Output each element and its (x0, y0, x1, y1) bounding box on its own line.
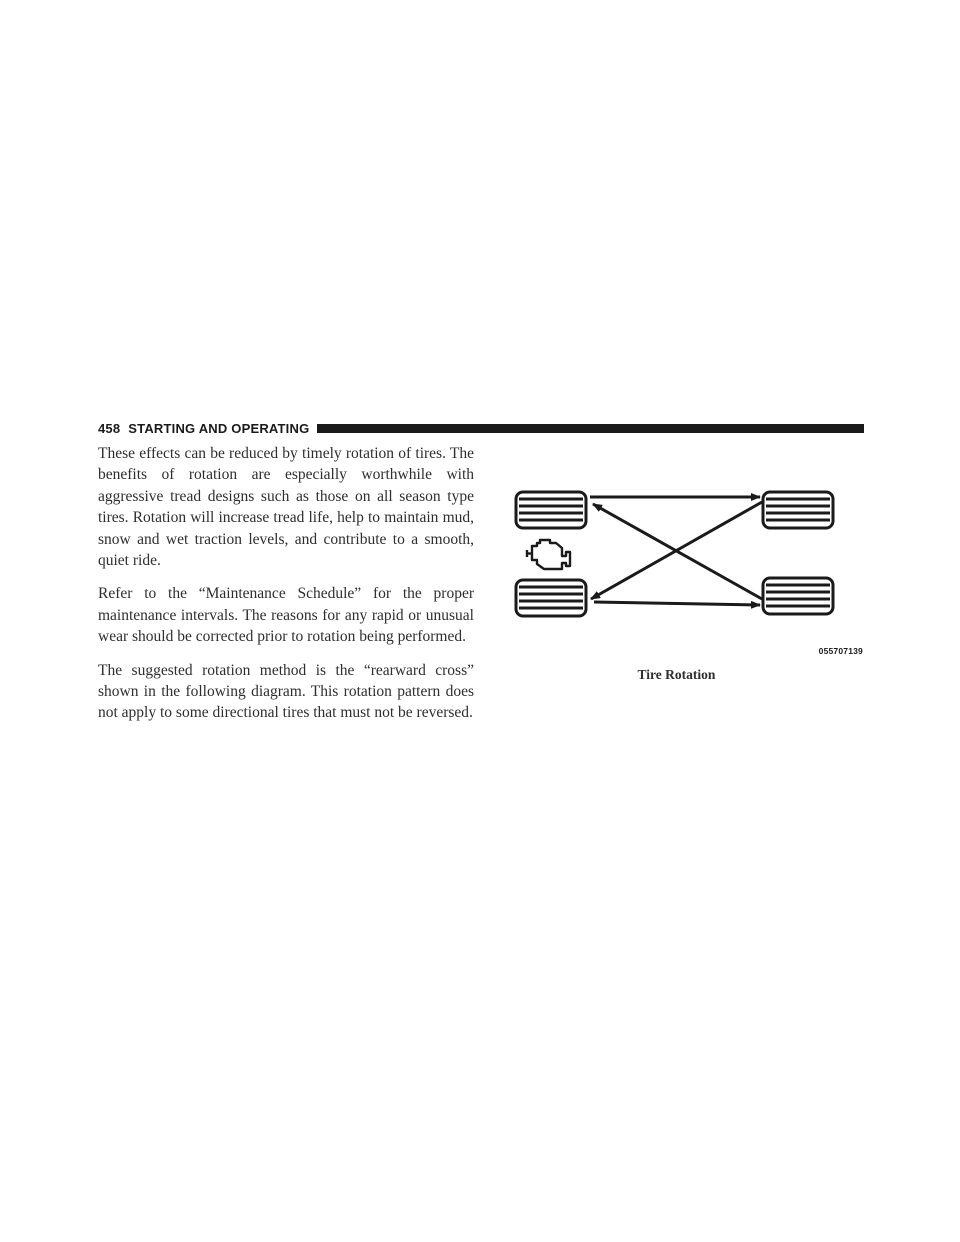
tire-rotation-figure (510, 478, 865, 688)
page-number: 458 (98, 420, 121, 436)
engine-icon (527, 540, 570, 569)
figure-caption: Tire Rotation (637, 667, 716, 682)
page-header (98, 418, 864, 438)
paragraph-maintenance-schedule: Refer to the “Maintenance Schedule” for the proper maintenance intervals. The reasons for any rapid or unusual wear should be corrected prior to rotation being performed. (98, 585, 474, 646)
tire-rotation-diagram (510, 478, 865, 648)
figure-id-code: 055707139 (818, 646, 863, 656)
front-left-tire-icon (516, 492, 586, 528)
section-title: STARTING AND OPERATING (128, 420, 310, 436)
arrow-rear-left-to-rear-right (594, 602, 760, 605)
front-right-tire-icon (763, 492, 833, 528)
rear-left-tire-icon (516, 580, 586, 616)
paragraph-rearward-cross: The suggested rotation method is the “rearward cross” shown in the following diagram. This rotation pattern does not apply to some directional tires that must not be reversed. (98, 661, 474, 722)
rear-right-tire-icon (763, 578, 833, 614)
body-text (98, 443, 474, 736)
header-rule (317, 424, 864, 433)
paragraph-rotation-benefits: These effects can be reduced by timely rotation of tires. The benefits of rotation are especially worthwhile with aggressive tread designs such as those on all season type tires. Rotation will increase tread life, help to maintain mud, snow and wet traction levels, and contribute to a smooth, quiet ride. (98, 445, 474, 570)
